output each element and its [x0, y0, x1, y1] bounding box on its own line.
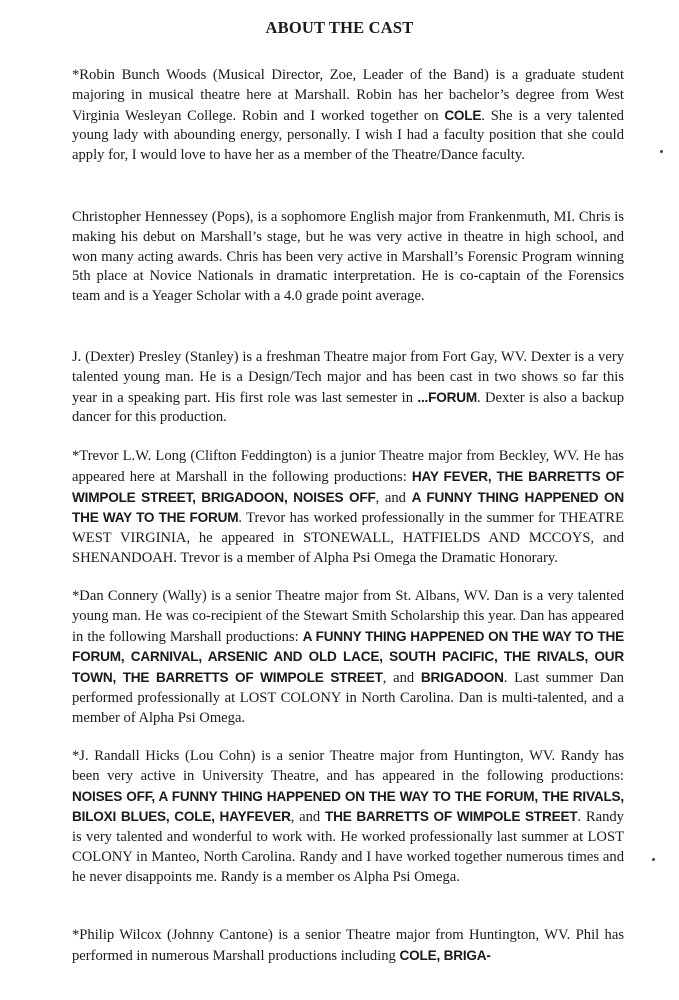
bio-text: *Philip Wilcox (Johnny Cantone) is a senior Theatre major from Huntington, WV. Phil has performed in numerous Marshall productions including	[72, 927, 624, 964]
bio-text: . Randy is very talented and wonderful to work with. He worked professionally last summer at	[72, 809, 624, 846]
bio-text: *J. Randall Hicks (Lou Cohn) is a senior Theatre major from Huntington, WV. Randy has been very active in University Theatre, and has appeared in the following productions:	[72, 748, 624, 784]
production-title: HAY FEVER, THE BARRETTS OF WIMPOLE STREET, BRIGADOON, NOISES OFF	[72, 468, 624, 505]
bio-text: Christopher Hennessey (Pops), is a sophomore English major from Frankenmuth, MI. Chris is making his debut on Marshall’s stage, but he was very active in theatre in high school, and won many acting awards. Chris has been very active in Marshall’s Forensic Program winning 5th place at Novice Nationals in dramatic interpretation. He is co-captain of the Forensics team and is a Yeager Scholar with a 4.0 grade point average.	[72, 209, 624, 305]
bio-text: , and	[290, 809, 326, 826]
bio-text: LOST COLONY	[72, 829, 624, 865]
production-title: A FUNNY THING HAPPENED ON THE WAY TO THE FORUM, CARNIVAL, ARSENIC AND OLD LACE, SOUTH PACIFIC, THE RIVALS, OUR TOWN, THE BARRETTS OF WIMPOLE STREET	[72, 628, 624, 686]
bio-text: STONEWALL, HATFIELDS AND MCCOYS	[302, 530, 591, 547]
bio-text: , he appeared in	[186, 530, 303, 547]
production-title: ...FORUM	[417, 389, 477, 405]
production-title: NOISES OFF, A FUNNY THING HAPPENED ON THE WAY TO THE FORUM, THE RIVALS, BILOXI BLUES, COLE, HAYFEVER	[72, 788, 624, 825]
production-title: COLE, BRIGA-	[399, 947, 491, 963]
bio-text: *Trevor L.W. Long (Clifton Feddington) is a junior Theatre major from Beckley, WV. He has appeared here at Marshall in the following productions:	[72, 448, 624, 485]
bio-text: *Dan Connery (Wally) is a senior Theatre major from St. Albans, WV. Dan is a very talented young man. He was co-recipient of the Stewart Smith Scholarship this year. Dan has appeared in the following Marshall productions:	[72, 588, 624, 645]
bio-text: in Manteo, North Carolina. Randy and I have worked together numerous times and he never disappoints me. Randy is a member os Alpha Psi Omega.	[72, 848, 624, 885]
production-title: COLE	[444, 107, 482, 123]
production-title: BRIGADOON	[420, 670, 504, 686]
bio-robin-bunch-woods	[72, 66, 624, 166]
production-title: A FUNNY THING HAPPENED ON THE WAY TO THE FORUM	[72, 489, 624, 526]
bio-text: J. (Dexter) Presley (Stanley) is a freshman Theatre major from Fort Gay, WV. Dexter is a very talented young man. He is a Design/Tech major and has been cast in two shows so far this year in a speaking part. His first role was last semester in	[72, 349, 624, 406]
bio-text: , and	[590, 530, 625, 547]
bio-philip-wilcox	[72, 926, 624, 967]
bio-trevor-long	[72, 447, 624, 569]
bio-text: . Last summer Dan performed professionally at	[72, 670, 624, 706]
bio-dexter-presley	[72, 348, 624, 428]
bio-christopher-hennessey	[72, 208, 624, 307]
bio-text: *Robin Bunch Woods (Musical Director, Zoe, Leader of the Band) is a graduate student majoring in musical theatre here at Marshall. Robin has her bachelor’s degree from West Virginia Wesleyan College. Robin and I worked together on	[72, 67, 624, 124]
bio-text: . Trevor is a member of Alpha Psi Omega the Dramatic Honorary.	[173, 549, 558, 566]
production-title: THE BARRETTS OF WIMPOLE STREET	[325, 809, 578, 825]
bio-text: . Trevor has worked professionally in the summer for	[238, 510, 560, 527]
bio-text: SHENANDOAH	[72, 549, 174, 566]
bio-text: THEATRE WEST VIRGINIA	[72, 510, 624, 547]
bio-text: , and	[375, 489, 412, 506]
page-title: ABOUT THE CAST	[265, 18, 414, 37]
bio-text: . She is a very talented young lady with abounding energy, personally. I wish I had a faculty position that she could apply for, I would love to have her as a member of the Theatre/Dance faculty.	[72, 107, 624, 164]
bio-text: in North Carolina. Dan is multi-talented, and a member of Alpha Psi Omega.	[72, 689, 625, 726]
bio-text: . Dexter is also a backup dancer for this production.	[72, 389, 624, 426]
scan-speck	[652, 858, 655, 861]
bio-dan-connery	[72, 587, 624, 729]
bio-text: , and	[382, 670, 421, 687]
bio-randall-hicks	[72, 747, 624, 888]
scan-speck	[660, 150, 663, 153]
bio-text: LOST COLONY	[239, 689, 341, 706]
